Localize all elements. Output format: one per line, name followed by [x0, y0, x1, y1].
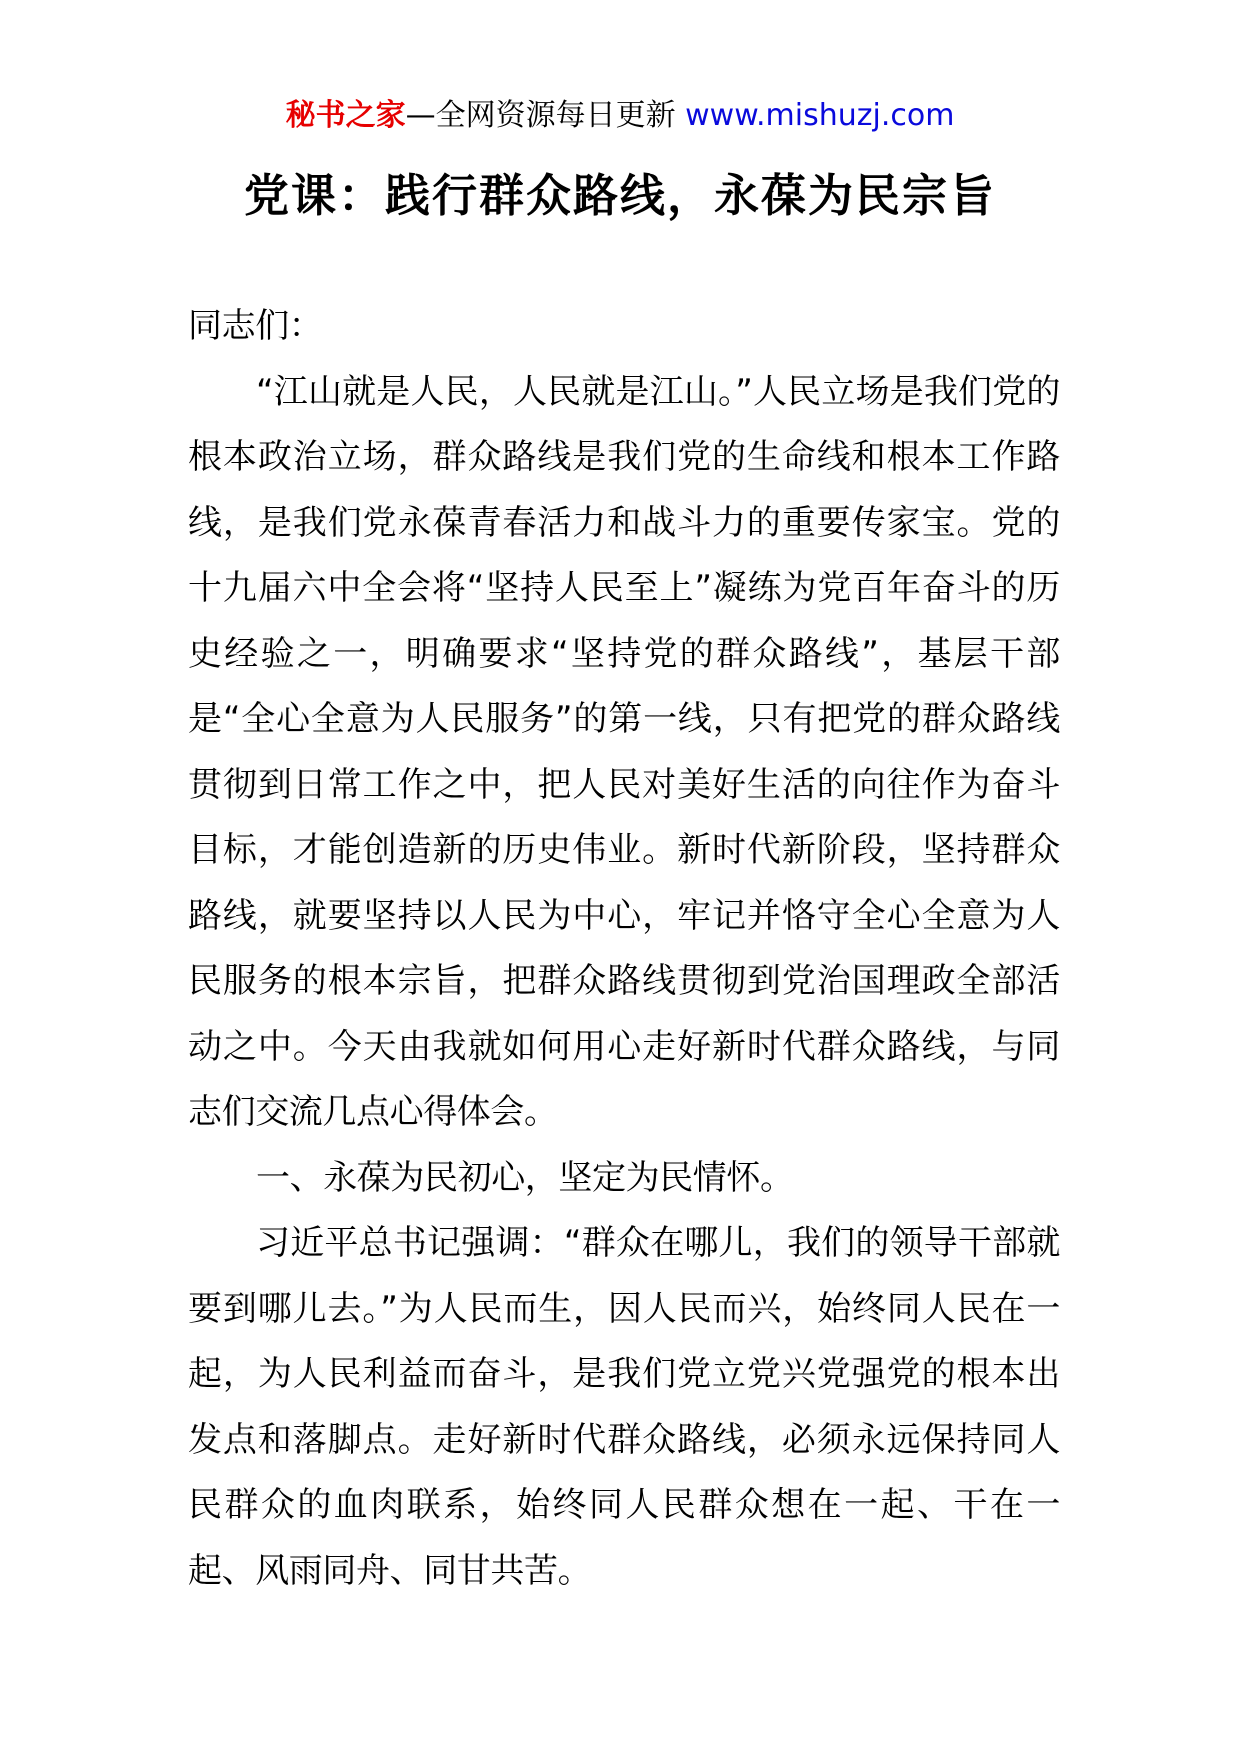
- section-heading: 一、永葆为民初心，坚定为民情怀。: [256, 1157, 794, 1198]
- document-body: [188, 294, 1060, 1604]
- section-paragraph: 习近平总书记强调：“群众在哪儿，我们的领导干部就要到哪儿去。”为人民而生，因人民而兴，始终同人民在一起，为人民利益而奋斗，是我们党立党兴党强党的根本出发点和落脚点。走好新时代群众路线，必须永远保持同人民群众的血肉联系，始终同人民群众想在一起、干在一起、风雨同舟、同甘共苦。: [188, 1223, 1060, 1591]
- brand-name: 秘书之家: [285, 98, 406, 133]
- document-title: 党课：践行群众路线，永葆为民宗旨: [243, 169, 996, 222]
- header-tagline: —全网资源每日更新: [405, 98, 676, 133]
- salutation: 同志们：: [188, 306, 323, 346]
- site-url-link[interactable]: www.mishuzj.com: [685, 98, 955, 133]
- body-paragraph: “江山就是人民，人民就是江山。”人民立场是我们党的根本政治立场，群众路线是我们党的生命线和根本工作路线，是我们党永葆青春活力和战斗力的重要传家宝。党的十九届六中全会将“坚持人民至上”凝练为党百年奋斗的历史经验之一，明确要求“坚持党的群众路线”，基层干部是“全心全意为人民服务”的第一线，只有把党的群众路线贯彻到日常工作之中，把人民对美好生活的向往作为奋斗目标，才能创造新的历史伟业。新时代新阶段，坚持群众路线，就要坚持以人民为中心，牢记并恪守全心全意为人民服务的根本宗旨，把群众路线贯彻到党治国理政全部活动之中。今天由我就如何用心走好新时代群众路线，与同志们交流几点心得体会。: [188, 371, 1060, 1132]
- site-header: [0, 96, 1240, 136]
